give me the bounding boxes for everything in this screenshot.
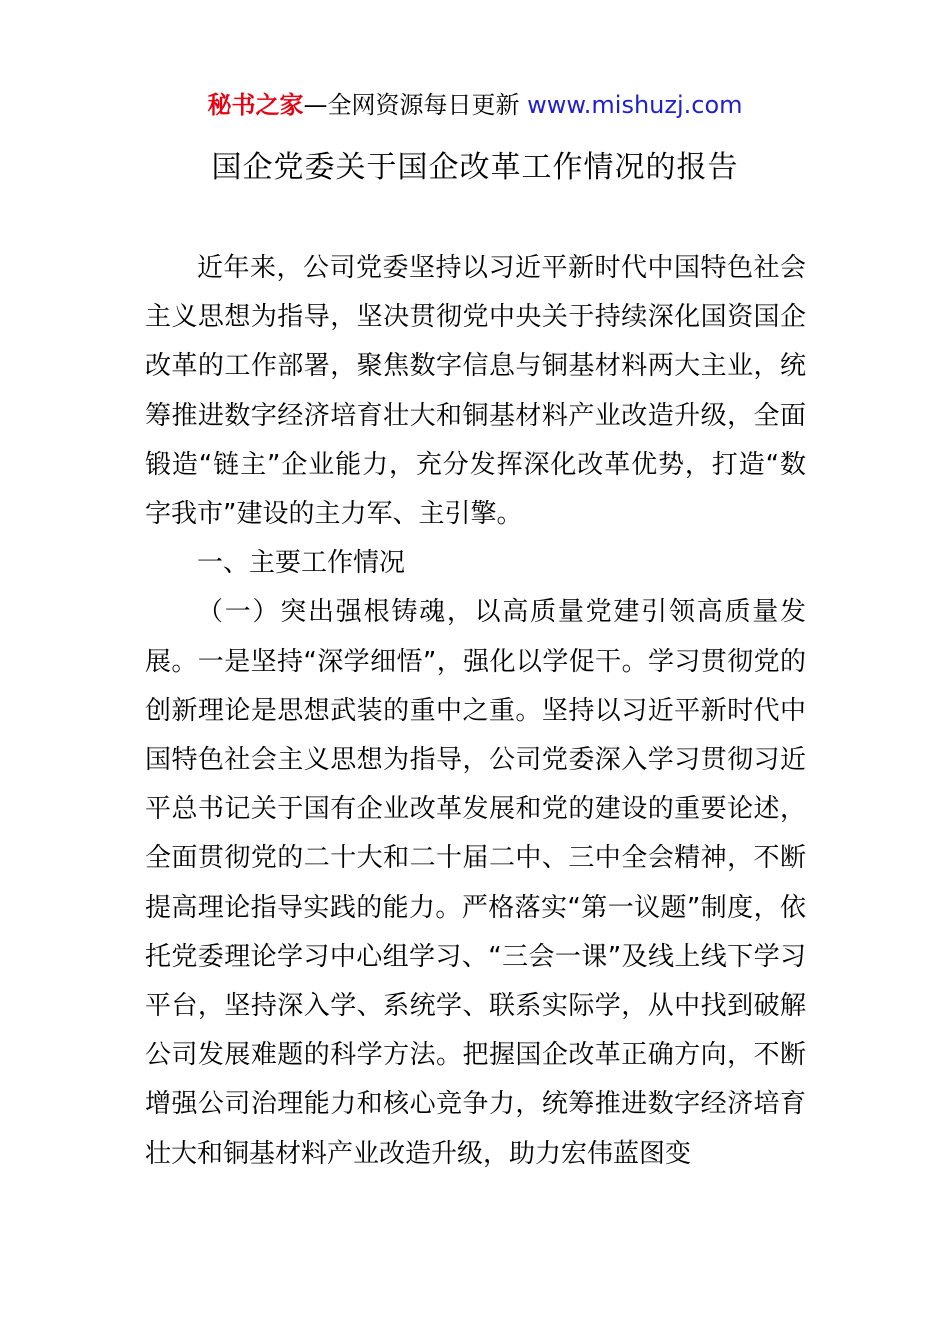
site-tagline: —全网资源每日更新 [303,91,528,119]
section-heading: 一、主要工作情况 [197,548,406,579]
document-title: 国企党委关于国企改革工作情况的报告 [211,150,739,185]
document-body [145,244,806,1179]
site-header [0,88,950,122]
intro-paragraph: 近年来，公司党委坚持以习近平新时代中国特色社会主义思想为指导，坚决贯彻党中央关于持续深化国资国企改革的工作部署，聚焦数字信息与铜基材料两大主业，统筹推进数字经济培育壮大和铜基材料产业改造升级，全面锻造“链主”企业能力，充分发挥深化改革优势，打造“数字我市”建设的主力军、主引擎。 [145,253,806,530]
site-url-link[interactable]: www.mishuzj.com [527,91,743,119]
site-brand: 秘书之家 [207,91,304,119]
section-paragraph: （一）突出强根铸魂，以高质量党建引领高质量发展。一是坚持“深学细悟”，强化以学促干。学习贯彻党的创新理论是思想武装的重中之重。坚持以习近平新时代中国特色社会主义思想为指导，公司党委深入学习贯彻习近平总书记关于国有企业改革发展和党的建设的重要论述，全面贯彻党的二十大和二十届二中、三中全会精神，不断提高理论指导实践的能力。严格落实“第一议题”制度，依托党委理论学习中心组学习、“三会一课”及线上线下学习平台，坚持深入学、系统学、联系实际学，从中找到破解公司发展难题的科学方法。把握国企改革正确方向，不断增强公司治理能力和核心竞争力，统筹推进数字经济培育壮大和铜基材料产业改造升级，助力宏伟蓝图变 [145,597,806,1169]
